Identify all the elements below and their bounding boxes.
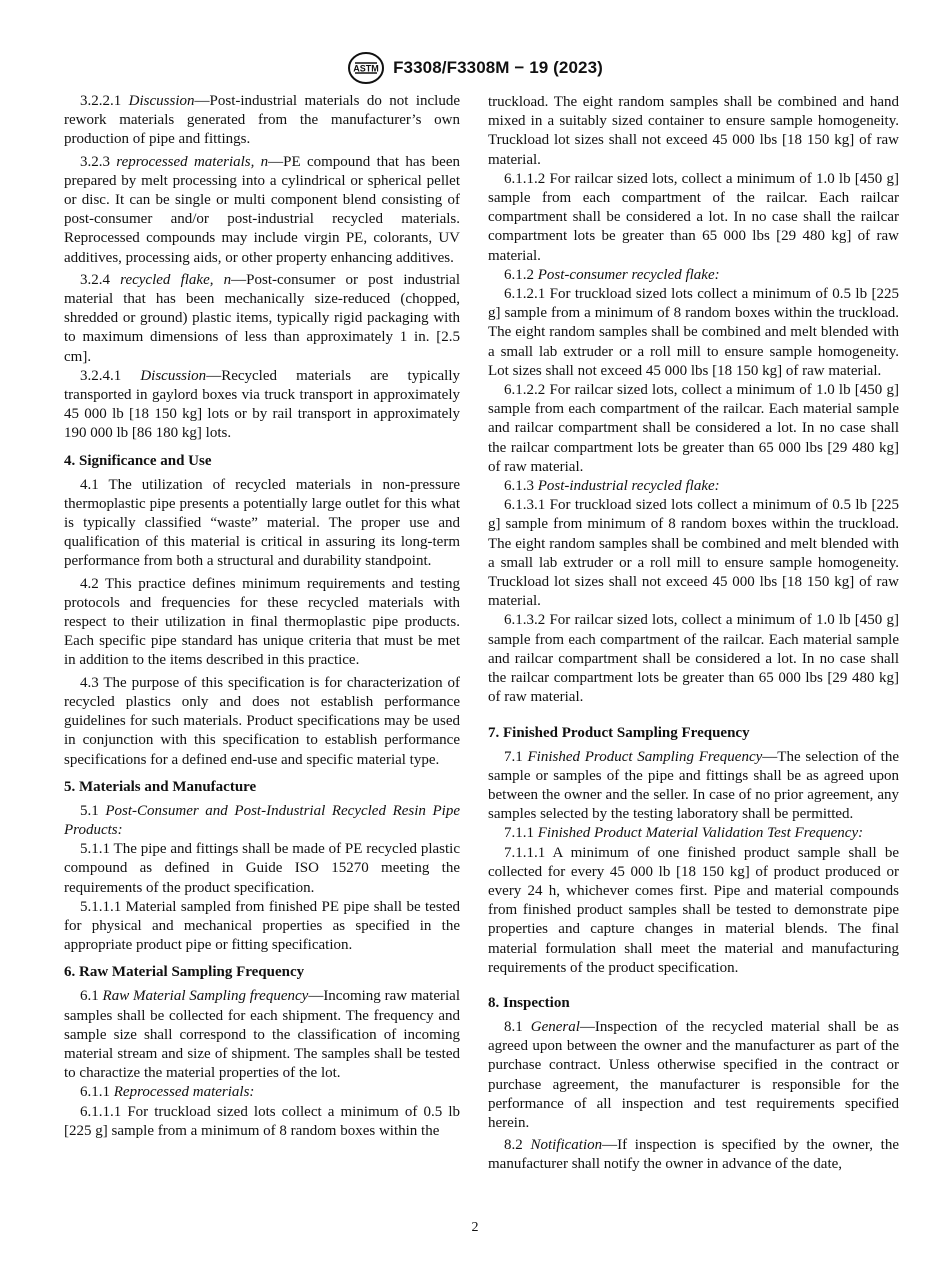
paragraph-6-1-1-2: 6.1.1.2 For railcar sized lots, collect a minimum of 1.0 lb [450 g] sample from each compartment of the railcar. Each railcar compartment shall be considered a lot. In no case shall the railcar compartment lots be greater than 65 000 lbs [29 480 kg] of raw material.	[488, 170, 899, 264]
paragraph-7-1-1: 7.1.1 Finished Product Material Validation Test Frequency:	[504, 825, 864, 842]
paragraph-6-1-3-2: 6.1.3.2 For railcar sized lots, collect a minimum of 1.0 lb [450 g] sample from each compartment of the railcar. Each material sample and railcar compartment shall be considered a lot. In no case shall the railcar compartment lots be greater than 65 000 lbs [29 480 kg] of raw material.	[488, 612, 899, 706]
paragraph-3-2-4-1: 3.2.4.1 Discussion—Recycled materials are typically transported in gaylord boxes via truck transport in approximately 45 000 lb [18 150 kg] lots or by rail transport in approximately 190 000 lb [86 180 kg] lots.	[64, 367, 461, 442]
section-heading-6: 6. Raw Material Sampling Frequency	[64, 964, 305, 981]
paragraph-5-1: 5.1 Post-Consumer and Post-Industrial Recycled Resin Pipe Products:	[64, 802, 460, 838]
paragraph-4-2: 4.2 This practice defines minimum requirements and testing protocols and frequencies for these recycled materials with respect to their utilization in final thermoplastic pipe products. Each specific pipe standard has unique criteria that must be met in addition to the items described in this practice.	[64, 575, 460, 669]
paragraph-3-2-3: 3.2.3 reprocessed materials, n—PE compound that has been prepared by melt processing into a cylindrical or spherical pellet or disc. It can be single or multi component blend consisting of post-consumer and/or post-industrial recycled materials. Reprocessed compounds may include virgin PE, colorants, UV additives, processing aids, or other property enhancing additives.	[64, 153, 460, 266]
svg-text:ASTM: ASTM	[353, 63, 379, 74]
paragraph-6-1-3: 6.1.3 Post-industrial recycled flake:	[504, 478, 720, 495]
page-number: 2	[471, 1220, 479, 1235]
paragraph-6-1-2-1: 6.1.2.1 For truckload sized lots collect a minimum of 0.5 lb [225 g] sample from a minimum of 8 random boxes within the truckload. The eight random samples shall be combined and melt blended with a small lab extruder or a roll mill to ensure sample homogeneity. Lot sizes shall not exceed 45 000 lbs [18 150 kg] of raw material.	[488, 286, 899, 379]
paragraph-5-1-1: 5.1.1 The pipe and fittings shall be made of PE recycled plastic compound as defined in Guide ISO 15270 meeting the requirements of the product specification.	[64, 841, 460, 896]
paragraph-6-1: 6.1 Raw Material Sampling frequency—Incoming raw material samples shall be collected for each shipment. The frequency and sample size shall correspond to the classification of incoming material stream and size of shipment. The samples shall be tested to charactize the material properties of the lot.	[64, 988, 460, 1082]
paragraph-6-1-1: 6.1.1 Reprocessed materials:	[80, 1084, 255, 1101]
paragraph-3-2-2-1: 3.2.2.1 Discussion—Post-industrial materials do not include rework materials generated from the manufacturer’s own production of pipe and fittings.	[64, 93, 460, 148]
right-column	[488, 93, 899, 1175]
left-column	[64, 92, 460, 1141]
section-heading-4: 4. Significance and Use	[64, 452, 212, 469]
paragraph-7-1: 7.1 Finished Product Sampling Frequency—The selection of the sample or samples of the pipe and fittings shall be as agreed upon between the owner and the seller. In case of no prior agreement, any samples selected by the testing laboratory shall be permitted.	[488, 748, 899, 823]
paragraph-6-1-2: 6.1.2 Post-consumer recycled flake:	[504, 266, 720, 283]
paragraph-6-1-1-1-continued: truckload. The eight random samples shall be combined and hand mixed in a suitably sized container to ensure sample homogeneity. Truckload lot sizes shall not exceed 45 000 lbs [18 150 kg] of raw material.	[488, 94, 899, 168]
section-heading-7: 7. Finished Product Sampling Frequency	[488, 724, 750, 741]
paragraph-6-1-3-1: 6.1.3.1 For truckload sized lots collect a minimum of 0.5 lb [225 g] sample from minimum of 8 random boxes within the truckload. The eight random samples shall be combined and melt blended with a small lab extruder or a roll mill to ensure sample homogeneity. Truckload lot sizes shall not exceed 45 000 lbs [18 150 kg] of raw material.	[488, 497, 899, 610]
paragraph-4-1: 4.1 The utilization of recycled materials in non-pressure thermoplastic pipe presents a potentially large outlet for this what is typically classified “waste” material. The proper use and qualification of this material is critical in assuring its long-term performance from both a structural and durability standpoint.	[64, 476, 460, 570]
paragraph-6-1-1-1: 6.1.1.1 For truckload sized lots collect a minimum of 0.5 lb [225 g] sample from a minimum of 8 random boxes within the	[64, 1103, 460, 1139]
paragraph-8-1: 8.1 General—Inspection of the recycled material shall be as agreed upon between the owner and the manufacturer as part of the purchase contract. Unless otherwise specified in the contract or purchase agreement, the manufacturer is responsible for the performance of all inspection and test requirements specified herein.	[488, 1018, 899, 1131]
paragraph-8-2: 8.2 Notification—If inspection is specified by the owner, the manufacturer shall notify the owner in advance of the date,	[488, 1137, 899, 1173]
section-heading-5: 5. Materials and Manufacture	[64, 778, 257, 795]
document-designation: F3308/F3308M − 19 (2023)	[393, 58, 603, 77]
paragraph-7-1-1-1: 7.1.1.1 A minimum of one finished product sample shall be collected for every 45 000 lb [18 150 kg] of product produced or every 24 h, whichever comes first. Pipe and material compounds from finished product samples shall be tested to demonstrate pipe properties and capture changes in material blends. The final material formulation shall meet the material and manufacturing requirements of the product specification.	[488, 844, 899, 976]
paragraph-6-1-2-2: 6.1.2.2 For railcar sized lots, collect a minimum of 1.0 lb [450 g] sample from each compartment of the railcar. Each material sample and railcar compartment shall be considered a lot. In no case shall the railcar compartment lots be greater than 65 000 lbs [29 480 kg] of raw material.	[488, 382, 899, 475]
page-header	[0, 50, 950, 86]
paragraph-4-3: 4.3 The purpose of this specification is for characterization of recycled plastics only and does not establish performance guidelines for such materials. Product specifications may be used in conjunction with this specification to establish performance specifications for a defined end-use and specific material type.	[64, 674, 460, 768]
paragraph-5-1-1-1: 5.1.1.1 Material sampled from finished PE pipe shall be tested for physical and mechanical properties as specified in the appropriate product pipe or fitting specification.	[64, 898, 460, 954]
paragraph-3-2-4: 3.2.4 recycled flake, n—Post-consumer or post industrial material that has been mechanically size-reduced (chopped, shredded or ground) plastic items, typically rigid packaging with to maximum dimensions of less than approximately 1 in. [2.5 cm].	[64, 271, 460, 365]
section-heading-8: 8. Inspection	[488, 994, 570, 1011]
astm-logo-icon	[347, 51, 385, 85]
